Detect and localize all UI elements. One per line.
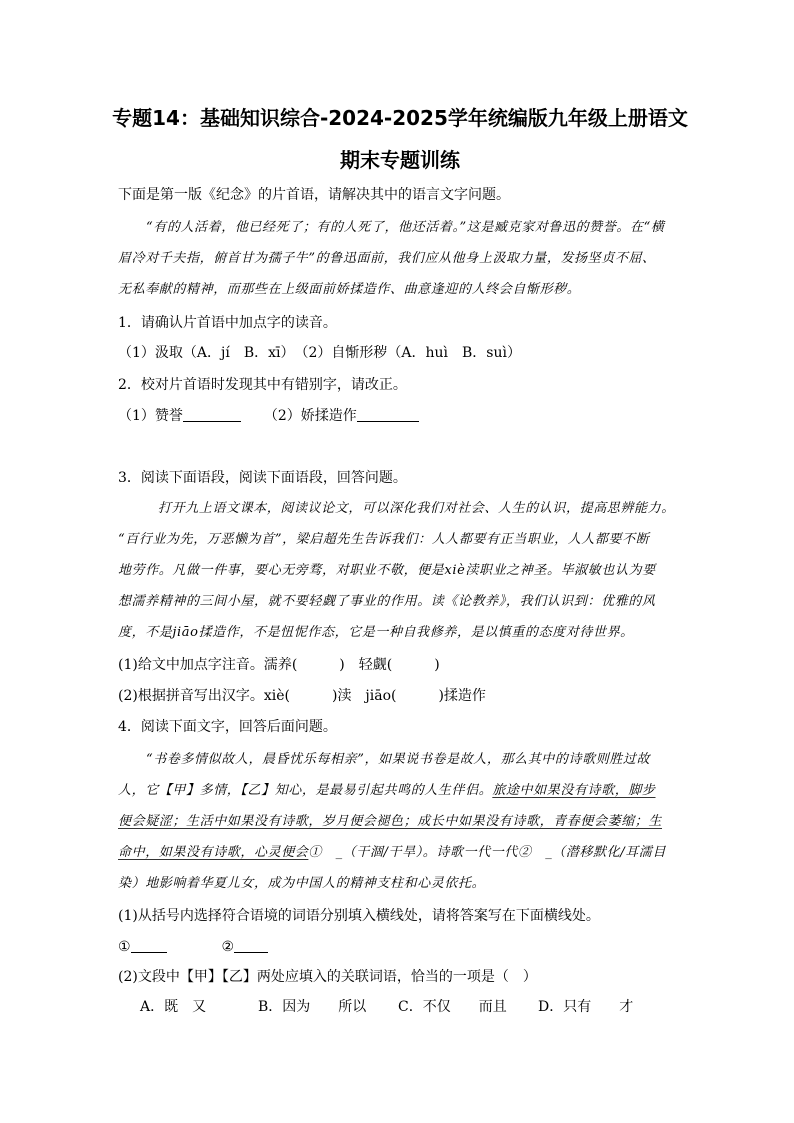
passage1-line: 无私奉献的精神，而那些在上级面前娇揉造作、曲意逢迎的人终会自惭形秽。 [118, 282, 581, 297]
q1-options: （1）汲取（A．jí B．xī） （2）自惭形秽（A．huì B．suì） [118, 345, 521, 361]
title-line-2: 期末专题训练 [340, 148, 460, 172]
answer-blank[interactable] [131, 940, 167, 953]
q3-passage-line: 地劳作。凡做一件事，要心无旁骛，对职业不敬，便是xiè渎职业之神圣。毕淑敏也认为要 [118, 563, 656, 578]
q4-sub1: (1)从括号内选择符合语境的词语分别填入横线处，请将答案写在下面横线处。 [118, 908, 600, 924]
q2-items [118, 409, 419, 423]
q4-stem: 4．阅读下面文字，回答后面问题。 [118, 719, 337, 735]
passage1-line: “有的人活着，他已经死了；有的人死了，他还活着。”这是臧克家对鲁迅的赞誉。在“横 [146, 220, 665, 235]
q4-passage-text: 人，它【甲】多情，【乙】知心，是最易引起共鸣的人生伴侣。 [118, 783, 493, 798]
q4-underlined-text: 旅途中如果没有诗歌，脚步 [492, 783, 656, 798]
answer-blank[interactable] [357, 409, 419, 422]
option-b[interactable]: B．因为 所以 [258, 999, 367, 1015]
passage1-line: 眉冷对千夫指，俯首甘为孺子牛”的鲁迅面前，我们应从他身上汲取力量，发扬坚贞不屈、 [118, 251, 656, 266]
option-a[interactable]: A．既 又 [140, 999, 207, 1015]
answer-marker-1: ① [118, 939, 131, 955]
q4-passage-line: 染）地影响着华夏儿女，成为中国人的精神支柱和心灵依托。 [118, 876, 486, 891]
q4-passage-line [118, 784, 656, 797]
q4-underlined-text: 命中，如果没有诗歌，心灵便会 [118, 845, 309, 860]
title-line-1: 专题14：基础知识综合-2024-2025学年统编版九年级上册语文 [112, 106, 688, 130]
q2-stem: 2．校对片首语时发现其中有错别字，请改正。 [118, 377, 407, 393]
option-c[interactable]: C．不仅 而且 [398, 999, 507, 1015]
q2-item1-label: （1）赞誉 [118, 408, 183, 424]
q4-options [140, 1000, 633, 1014]
q4-blank-1-text: ① _（干涸/干旱）。 [308, 845, 437, 860]
q3-sub2: (2)根据拼音写出汉字。xiè( )渎 jiāo( )揉造作 [118, 688, 486, 704]
q3-passage-line: “百行业为先，万恶懒为首”，梁启超先生告诉我们：人人都要有正当职业，人人都要不断 [118, 532, 650, 547]
q3-passage-line: 度，不是jiāo揉造作，不是忸怩作态，它是一种自我修养，是以慎重的态度对待世界。 [118, 625, 634, 640]
intro-text: 下面是第一版《纪念》的片首语，请解决其中的语言文字问题。 [118, 187, 510, 203]
q3-passage-line: 打开九上语文课本，阅读议论文，可以深化我们对社会、人生的认识，提高思辨能力。 [158, 501, 675, 516]
q4-passage-line [118, 846, 666, 859]
q1-stem: 1．请确认片首语中加点字的读音。 [118, 315, 337, 331]
q2-item2-label: （2）娇揉造作 [263, 408, 357, 424]
q4-sub2: (2)文段中【甲】【乙】两处应填入的关联词语，恰当的一项是（ ） [118, 969, 537, 985]
q4-underlined-line: 便会疑涩；生活中如果没有诗歌，岁月便会褪色；成长中如果没有诗歌，青春便会萎缩；生 [118, 814, 663, 829]
q3-stem: 3．阅读下面语段，阅读下面语段，回答问题。 [118, 470, 407, 486]
answer-marker-2: ② [221, 939, 235, 955]
answer-blank[interactable] [234, 940, 268, 953]
answer-blank[interactable] [183, 409, 241, 422]
q3-passage-line: 想濡养精神的三间小屋，就不要轻觑了事业的作用。读《论教养》，我们认识到：优雅的风 [118, 594, 656, 609]
q4-passage-line: “书卷多情似故人，晨昏忧乐每相亲”，如果说书卷是故人，那么其中的诗歌则胜过故 [146, 752, 651, 767]
q4-blank-2-text: 诗歌一代一代② _（潜移默化/耳濡目 [436, 845, 667, 860]
option-d[interactable]: D．只有 才 [538, 999, 634, 1015]
q3-sub1: (1)给文中加点字注音。濡养( ) 轻觑( ) [118, 657, 440, 673]
q4-answer-blanks [118, 940, 268, 954]
